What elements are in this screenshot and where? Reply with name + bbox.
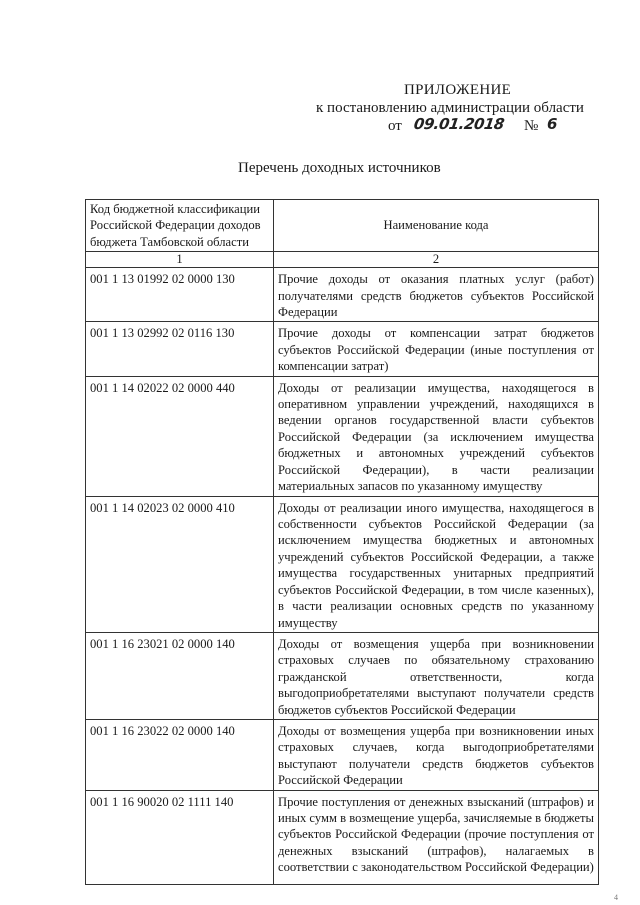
page-corner-mark: 4 — [614, 893, 618, 902]
column-number-2: 2 — [274, 252, 599, 268]
row-name: Доходы от реализации иного имущества, находящегося в собственности субъектов Российской Федерации (за исключением имущества бюджетных и автономных учреждений субъектов Российской Федерации, а также имущества государственных унитарных предприятий субъектов Российской Федерации, в том числе казенных), в части реализации основных средств по указанному имуществу — [274, 496, 599, 632]
table-row — [86, 790, 599, 884]
column-header-code: Код бюджетной классификации Российской Федерации доходов бюджета Тамбовской области — [86, 200, 274, 252]
row-code: 001 1 14 02022 02 0000 440 — [86, 376, 274, 496]
column-number-1: 1 — [86, 252, 274, 268]
table-row — [86, 632, 599, 719]
row-name: Прочие доходы от компенсации затрат бюджетов субъектов Российской Федерации (иные поступления от компенсации затрат) — [274, 322, 599, 376]
row-code: 001 1 16 90020 02 1111 140 — [86, 790, 274, 884]
row-name: Прочие поступления от денежных взысканий (штрафов) и иных сумм в возмещение ущерба, зачисляемые в бюджеты субъектов Российской Федерации (прочие поступления от денежных взысканий (штрафов), налагаемых в соответствии с законодательством Российской Федерации) — [274, 790, 599, 884]
row-name: Доходы от возмещения ущерба при возникновении иных страховых случаев, когда выгодоприобретателями выступают получатели средств бюджетов субъектов Российской Федерации — [274, 719, 599, 790]
appendix-subtitle: к постановлению администрации области — [316, 100, 584, 116]
row-code: 001 1 14 02023 02 0000 410 — [86, 496, 274, 632]
row-code: 001 1 16 23021 02 0000 140 — [86, 632, 274, 719]
table-row — [86, 376, 599, 496]
appendix-title: ПРИЛОЖЕНИЕ — [404, 82, 512, 98]
column-number-row — [86, 252, 599, 268]
table-row — [86, 719, 599, 790]
row-code: 001 1 13 01992 02 0000 130 — [86, 268, 274, 322]
date-prefix: от — [388, 118, 402, 134]
row-name: Доходы от реализации имущества, находящегося в оперативном управлении учреждений, находящихся в ведении органов государственной власти субъектов Российской Федерации (за исключением имущества бюджетных и автономных учреждений субъектов Российской Федерации), в части реализации материальных запасов по указанному имуществу — [274, 376, 599, 496]
row-code: 001 1 13 02992 02 0116 130 — [86, 322, 274, 376]
column-header-name: Наименование кода — [274, 200, 599, 252]
number-prefix: № — [524, 118, 539, 134]
table-row — [86, 496, 599, 632]
appendix-date-row — [388, 115, 588, 138]
table-header-row — [86, 200, 599, 252]
income-sources-table — [85, 199, 599, 885]
row-name: Доходы от возмещения ущерба при возникновении страховых случаев по обязательному страхованию гражданской ответственности, когда выгодоприобретателями выступают получатели средств бюджетов субъектов Российской Федерации — [274, 632, 599, 719]
handwritten-date: 09.01.2018 — [412, 115, 506, 133]
table-row — [86, 322, 599, 376]
handwritten-number: 6 — [547, 115, 558, 133]
document-title: Перечень доходных источников — [238, 160, 441, 176]
table-row — [86, 268, 599, 322]
row-code: 001 1 16 23022 02 0000 140 — [86, 719, 274, 790]
row-name: Прочие доходы от оказания платных услуг (работ) получателями средств бюджетов субъектов Российской Федерации — [274, 268, 599, 322]
